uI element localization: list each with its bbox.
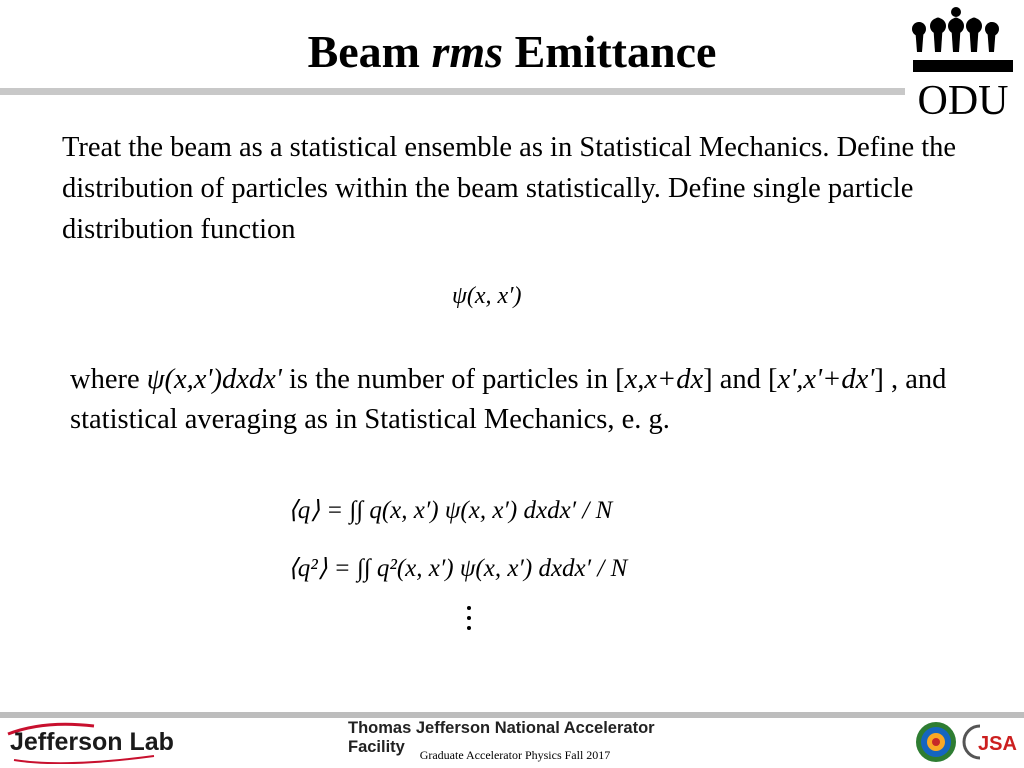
seal-icon: [914, 720, 958, 764]
where-psi-expression: ψ(x,x')dxdx': [146, 364, 282, 395]
crown-logo-icon: [905, 4, 1020, 120]
course-label: Graduate Accelerator Physics Fall 2017: [419, 748, 611, 762]
mean-q-equation: ⟨q⟩ = ∫∫ q(x, x′) ψ(x, x′) dxdx′ / N: [288, 497, 613, 524]
jefferson-lab-logo-text: Jefferson Lab: [10, 728, 174, 756]
where-text-4: ] , and statistical averaging as in Statistical Mechanics, e. g.: [70, 364, 947, 435]
distribution-function-equation: ψ(x, x′): [452, 283, 522, 309]
title-suffix: Emittance: [503, 26, 717, 77]
vertical-ellipsis-icon: [462, 604, 476, 634]
svg-text:JSA: JSA: [978, 733, 1017, 755]
title-divider: [0, 88, 905, 95]
jsa-logo-icon: [962, 720, 1020, 764]
where-text-3: ] and [: [703, 364, 778, 395]
where-interval-x: x,x+dx: [624, 364, 704, 395]
slide-title: [0, 22, 1024, 82]
where-interval-xprime: x',x'+dx': [777, 364, 875, 395]
where-text-1: where: [70, 364, 147, 395]
svg-text:ODU: ODU: [917, 78, 1009, 120]
title-prefix: Beam: [307, 26, 432, 77]
where-text-2: is the number of particles in [: [281, 364, 625, 395]
title-em: rms: [431, 26, 504, 77]
intro-paragraph: Treat the beam as a statistical ensemble as in Statistical Mechanics. Define the distribution of particles within the beam statistically. Define single particle distribution function: [62, 132, 957, 245]
where-paragraph: [70, 360, 970, 440]
mean-q-squared-equation: ⟨q²⟩ = ∫∫ q²(x, x′) ψ(x, x′) dxdx′ / N: [288, 555, 628, 582]
facility-name: Thomas Jefferson National Accelerator Facility: [348, 719, 655, 756]
footer-divider: [0, 712, 1024, 718]
